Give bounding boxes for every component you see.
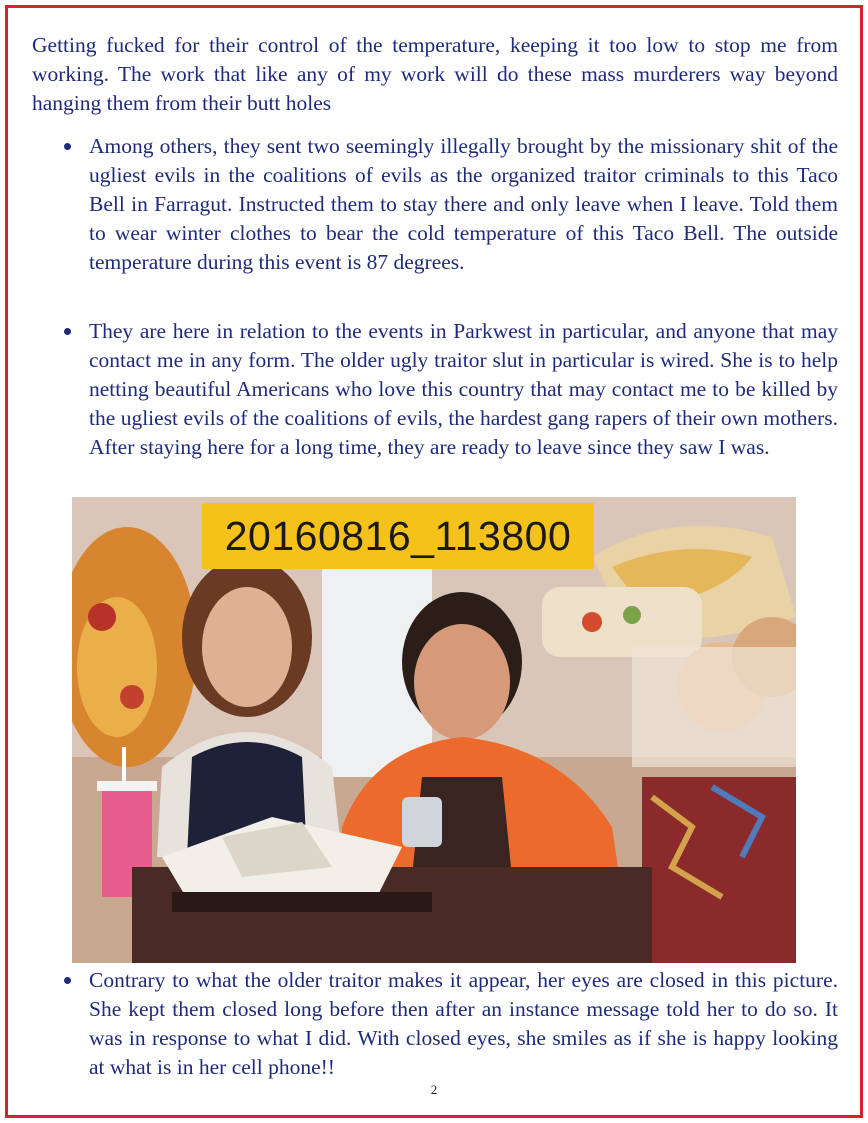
bullet-item bbox=[89, 132, 838, 277]
page-number: 2 bbox=[430, 1082, 438, 1097]
bullet-dot-icon bbox=[64, 977, 71, 984]
bullet-item bbox=[89, 317, 838, 462]
bullet-item bbox=[89, 966, 838, 1082]
photo-timestamp-label: 20160816_113800 bbox=[202, 503, 594, 569]
bullet-text: Among others, they sent two seemingly illegally brought by the missionary shit of the ugliest evils in the coalitions of evils as the organized traitor criminals to this Taco Bell in Farragut. Instructed them to stay there and only leave when I leave. Told them to wear winter clothes to bear the cold temperature of this Taco Bell. The outside temperature during this event is 87 degrees. bbox=[89, 134, 838, 274]
intro-paragraph: Getting fucked for their control of the temperature, keeping it too low to stop me from working. The work that like any of my work will do these mass murderers way beyond hanging them from their butt holes bbox=[32, 33, 838, 115]
bullet-text: Contrary to what the older traitor makes it appear, her eyes are closed in this picture. She kept them closed long before then after an instance message told her to do so. It was in response to what I did. With closed eyes, she smiles as if she is happy looking at what is in her cell phone!! bbox=[89, 968, 838, 1079]
bullet-text: They are here in relation to the events in Parkwest in particular, and anyone that may contact me in any form. The older ugly traitor slut in particular is wired. She is to help netting beautiful Americans who love this country that may contact me to be killed by the ugliest evils of the coalitions of evils, the hardest gang rapers of their own mothers. After staying here for a long time, they are ready to leave since they saw I was. bbox=[89, 319, 838, 459]
bullet-dot-icon bbox=[64, 143, 71, 150]
bullet-dot-icon bbox=[64, 328, 71, 335]
restaurant-photo bbox=[72, 497, 796, 963]
